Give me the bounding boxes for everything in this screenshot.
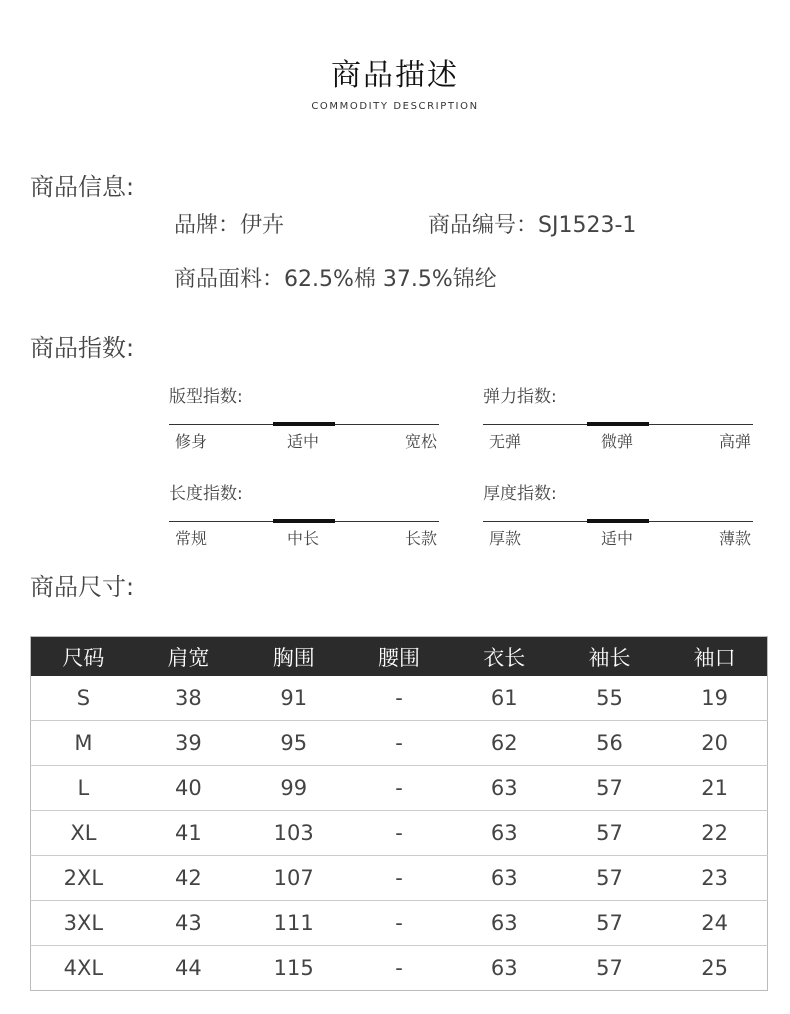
table-cell: 39	[136, 721, 241, 766]
table-cell: 42	[136, 856, 241, 901]
table-row	[31, 721, 768, 766]
table-cell: 63	[490, 956, 518, 980]
fit-index-option: 适中	[287, 432, 320, 451]
table-cell: 57	[557, 811, 662, 856]
table-cell: 41	[136, 811, 241, 856]
thickness-index-option: 厚款	[489, 529, 522, 548]
fabric-text: 商品面料：62.5%棉 37.5%锦纶	[174, 267, 497, 292]
table-cell: 91	[241, 676, 346, 721]
info-heading: 商品信息:	[30, 173, 135, 201]
elasticity-index-option: 微弹	[601, 432, 634, 451]
table-cell: 25	[701, 956, 728, 980]
column-header-length: 衣长	[452, 637, 557, 677]
table-cell: -	[346, 721, 451, 766]
table-cell: 63	[452, 766, 557, 811]
table-row	[31, 901, 768, 946]
table-cell: 43	[136, 901, 241, 946]
column-header-chest: 胸围	[241, 637, 346, 677]
table-cell: -	[346, 901, 451, 946]
page-title: 商品描述	[331, 58, 459, 93]
table-cell: 107	[241, 856, 346, 901]
indices-heading: 商品指数:	[30, 334, 135, 362]
table-cell: -	[395, 956, 403, 980]
column-header-shoulder: 肩宽	[136, 637, 241, 677]
table-cell: 19	[662, 676, 767, 721]
table-cell: 55	[557, 676, 662, 721]
fit-index-option: 修身	[175, 432, 208, 451]
table-cell: 63	[452, 856, 557, 901]
table-cell: 40	[136, 766, 241, 811]
elasticity-index-option: 高弹	[718, 432, 751, 451]
table-cell: XL	[31, 811, 136, 856]
table-cell: -	[346, 766, 451, 811]
table-row	[31, 676, 768, 721]
table-cell: -	[346, 856, 451, 901]
table-cell: 57	[557, 901, 662, 946]
table-cell: 111	[241, 901, 346, 946]
table-cell: 99	[241, 766, 346, 811]
table-cell: M	[31, 721, 136, 766]
table-cell: 38	[136, 676, 241, 721]
table-cell: -	[346, 676, 451, 721]
table-cell: 4XL	[63, 956, 104, 980]
table-row	[31, 856, 768, 901]
size-heading: 商品尺寸:	[30, 573, 135, 601]
table-cell: 20	[662, 721, 767, 766]
column-header-waist: 腰围	[346, 637, 451, 677]
fit-index-marker	[273, 422, 335, 426]
table-cell: 103	[241, 811, 346, 856]
column-header-size: 尺码	[31, 637, 136, 677]
length-index-marker	[273, 519, 335, 523]
length-index-title: 长度指数:	[169, 484, 243, 504]
thickness-index-title: 厚度指数:	[483, 484, 557, 504]
elasticity-index-option: 无弹	[489, 432, 522, 451]
elasticity-index-marker	[587, 422, 649, 426]
table-cell: -	[346, 811, 451, 856]
table-cell: 44	[175, 956, 202, 980]
table-cell: 23	[662, 856, 767, 901]
table-cell: 2XL	[31, 856, 136, 901]
length-index-option: 常规	[175, 529, 208, 548]
table-cell: 24	[662, 901, 767, 946]
table-row	[31, 946, 768, 991]
table-cell: 56	[557, 721, 662, 766]
fit-index-title: 版型指数:	[169, 387, 243, 407]
table-cell: L	[31, 766, 136, 811]
table-cell: 57	[557, 766, 662, 811]
table-row	[31, 766, 768, 811]
table-cell: 57	[596, 956, 623, 980]
column-header-cuff: 袖口	[662, 637, 767, 677]
table-cell: 3XL	[31, 901, 136, 946]
thickness-index-option: 适中	[601, 529, 634, 548]
table-cell: 63	[452, 901, 557, 946]
table-cell: 22	[662, 811, 767, 856]
table-cell: 61	[452, 676, 557, 721]
brand-text: 品牌：伊卉	[174, 213, 285, 238]
thickness-index-marker	[587, 519, 649, 523]
thickness-index-option: 薄款	[718, 529, 751, 548]
elasticity-index-title: 弹力指数:	[483, 387, 557, 407]
page-subtitle: COMMODITY DESCRIPTION	[311, 101, 479, 112]
column-header-sleeve: 袖长	[557, 637, 662, 677]
table-cell: 95	[241, 721, 346, 766]
table-cell: 57	[557, 856, 662, 901]
table-cell: 115	[273, 956, 314, 980]
sku-text: 商品编号：SJ1523-1	[428, 213, 637, 238]
length-index-option: 长款	[404, 529, 437, 548]
size-table	[30, 636, 768, 991]
table-cell: 63	[452, 811, 557, 856]
table-cell: 21	[662, 766, 767, 811]
length-index-option: 中长	[287, 529, 320, 548]
fit-index-option: 宽松	[404, 432, 437, 451]
table-row	[31, 811, 768, 856]
table-cell: 62	[452, 721, 557, 766]
table-cell: S	[31, 676, 136, 721]
size-table-header-row	[31, 637, 768, 677]
